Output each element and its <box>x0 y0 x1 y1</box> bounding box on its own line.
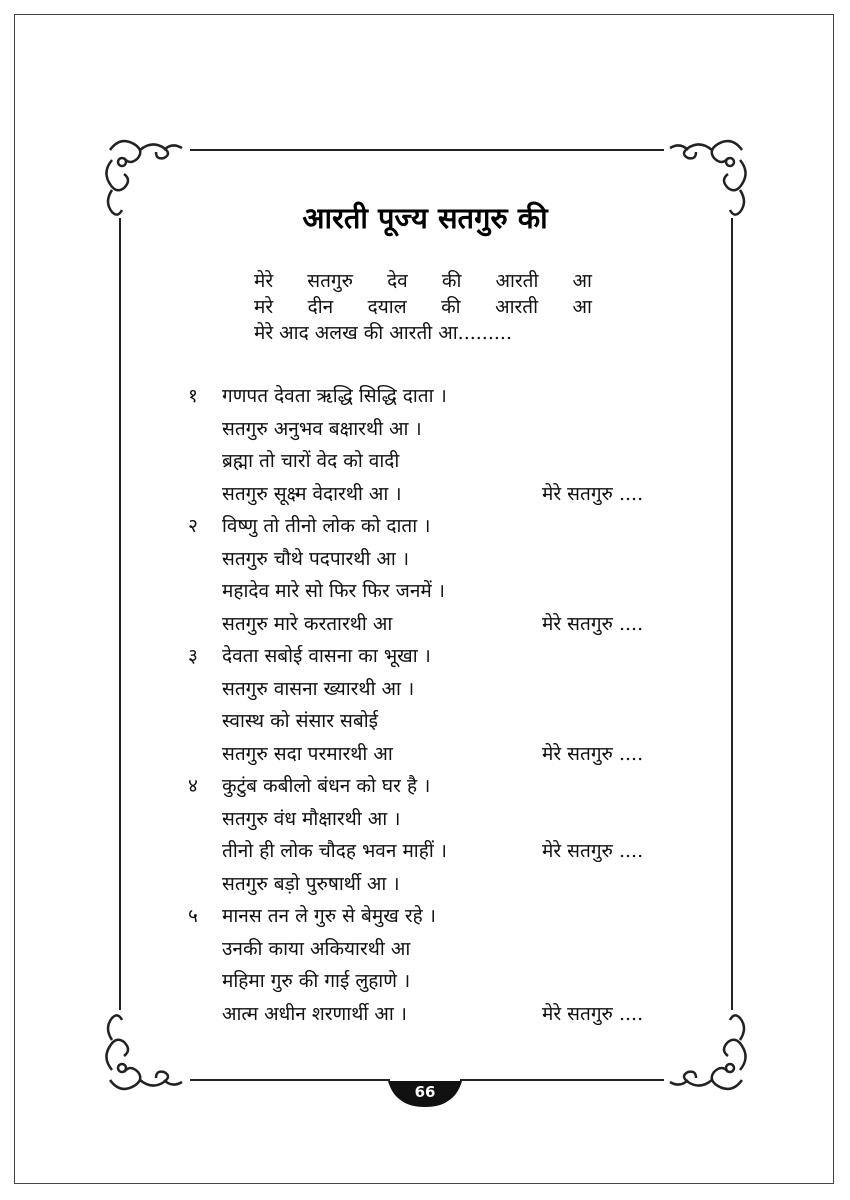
verse-line <box>188 705 688 738</box>
verses-block <box>188 380 688 1030</box>
refrain-word: मरे <box>254 296 274 318</box>
verse-text: देवता सबोई वासना का भूखा । <box>222 645 431 667</box>
verse-line <box>188 510 688 543</box>
verse-line <box>188 738 688 771</box>
verse-number: ५ <box>188 905 198 927</box>
verse-text: सतगुरु अनुभव बक्षारथी आ । <box>222 417 422 440</box>
refrain-word: मेरे आद अलख की आरती आ......... <box>254 322 513 344</box>
refrain-line-3 <box>254 320 592 346</box>
verse-text: गणपत देवता ऋद्धि सिद्धि दाता । <box>222 385 447 407</box>
verse-line <box>188 543 688 576</box>
verse-line <box>188 640 688 673</box>
refrain-word: दयाल <box>367 296 407 318</box>
verse-text: महिमा गुरु की गाई लुहाणे । <box>222 970 411 992</box>
chorus-refrain: मेरे सतगुरु .... <box>542 612 644 635</box>
refrain-word: मेरे <box>254 270 274 292</box>
verse-line <box>188 835 688 868</box>
page-title: आरती पूज्य सतगुरु की <box>302 201 548 235</box>
verse-text: सतगुरु बड़ो पुरुषार्थी आ । <box>222 872 400 895</box>
verse-line <box>188 380 688 413</box>
refrain-line-1 <box>254 268 592 294</box>
refrain-word: आ <box>572 296 592 318</box>
refrain-word: आ <box>572 270 592 292</box>
verse-line <box>188 445 688 478</box>
page-number: 66 <box>414 1083 436 1101</box>
verse-text: सतगुरु सूक्ष्म वेदारथी आ । <box>222 482 402 505</box>
verse-text: कुटुंब कबीलो बंधन को घर है । <box>222 775 431 797</box>
verse-number: १ <box>188 385 198 407</box>
verse-line <box>188 478 688 511</box>
verse-line <box>188 608 688 641</box>
verse-line <box>188 575 688 608</box>
refrain-word: सतगुरु <box>307 270 353 292</box>
refrain-word: की <box>441 296 461 318</box>
chorus-refrain: मेरे सतगुरु .... <box>542 840 644 862</box>
verse-text: सतगुरु चौथे पदपारथी आ । <box>222 547 410 570</box>
verse-line <box>188 413 688 446</box>
refrain-word: देव <box>387 270 408 292</box>
verse-line <box>188 770 688 803</box>
corner-ornament-bottom-left <box>106 1015 182 1088</box>
verse-line <box>188 673 688 706</box>
verse-number: ३ <box>188 645 198 667</box>
verse-text: सतगुरु वंध मौक्षारथी आ । <box>222 807 401 830</box>
chorus-refrain: मेरे सतगुरु .... <box>542 482 644 505</box>
verse-text: तीनो ही लोक चौदह भवन माहीं । <box>222 840 447 862</box>
verse-text: उनकी काया अकियारथी आ <box>222 937 411 960</box>
verse-number: ४ <box>188 775 198 797</box>
refrain-word: दीन <box>307 296 334 318</box>
verse-text: स्वास्थ को संसार सबोई <box>222 710 378 732</box>
verse-text: सतगुरु सदा परमारथी आ <box>222 742 393 765</box>
verse-line <box>188 868 688 901</box>
chorus-refrain: मेरे सतगुरु .... <box>542 1002 644 1025</box>
refrain-word: आरती <box>495 296 539 318</box>
verse-text: विष्णु तो तीनो लोक को दाता । <box>222 515 431 537</box>
verse-text: सतगुरु मारे करतारथी आ <box>222 612 393 635</box>
refrain-block <box>254 268 592 346</box>
verse-text: सतगुरु वासना ख्यारथी आ । <box>222 677 415 700</box>
verse-text: महादेव मारे सो फिर फिर जनमें । <box>222 580 445 602</box>
verse-text: आत्म अधीन शरणार्थी आ । <box>222 1002 407 1025</box>
verse-line <box>188 900 688 933</box>
refrain-word: की <box>441 270 462 292</box>
chorus-refrain: मेरे सतगुरु .... <box>542 742 644 765</box>
refrain-word: आरती <box>495 270 539 292</box>
verse-number: २ <box>188 515 198 537</box>
refrain-line-2 <box>254 294 592 320</box>
verse-line <box>188 965 688 998</box>
verse-text: ब्रह्मा तो चारों वेद को वादी <box>222 450 400 472</box>
verse-line <box>188 803 688 836</box>
verse-text: मानस तन ले गुरु से बेमुख रहे । <box>222 905 436 927</box>
verse-line <box>188 998 688 1031</box>
verse-line <box>188 933 688 966</box>
